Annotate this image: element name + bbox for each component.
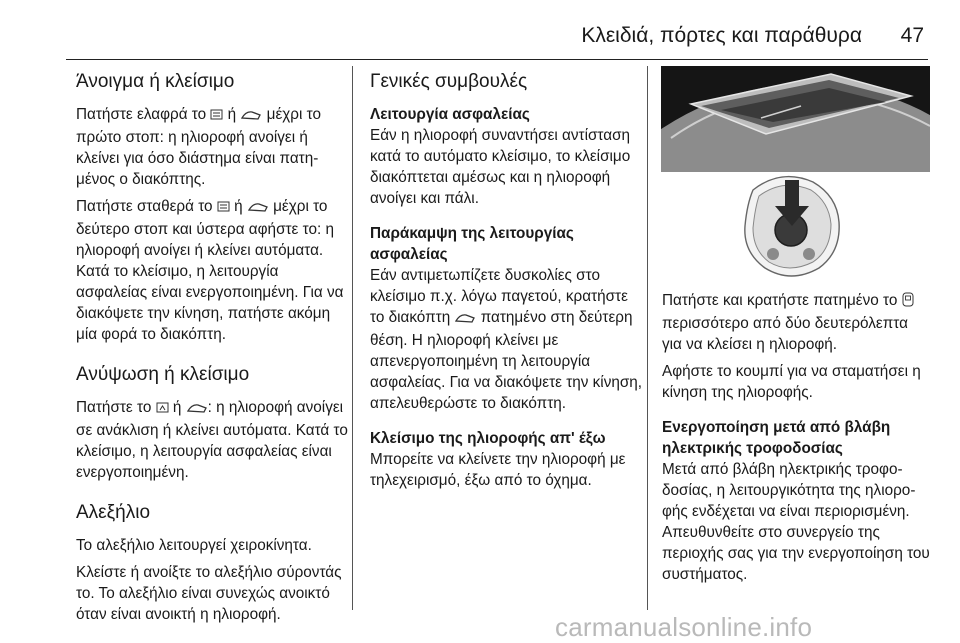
page-header (0, 0, 960, 62)
text: ή (227, 106, 237, 123)
sunroof-tilt-icon (454, 309, 476, 330)
subheading-safety-function: Λειτουργία ασφαλείας (370, 106, 530, 123)
paragraph (76, 397, 348, 483)
sunroof-tilt-icon (247, 198, 269, 219)
sunroof-raise-icon (156, 399, 169, 420)
sunroof-slide-icon (217, 198, 230, 219)
section-title-raise-close: Ανύψωση ή κλείσιμο (76, 364, 250, 385)
sunroof-tilt-icon (240, 106, 262, 127)
text: Εάν αντιμετωπίζετε δυσκολίες στο κλείσιμο π.χ. λόγω παγετού, κρατήστε το διακόπτη (370, 267, 628, 326)
sunroof-slide-icon (210, 106, 223, 127)
column-right (662, 290, 930, 591)
text: ή (234, 198, 243, 215)
column-left (76, 70, 348, 631)
subheading-activation-after-power-failure: Ενεργοποίηση μετά από βλάβη ηλεκτρικής τροφοδοσίας (662, 419, 891, 457)
text: Πατήστε σταθερά το (76, 198, 213, 215)
paragraph: Μετά από βλάβη ηλεκτρικής τροφοδοσίας, η λειτουργικότητα της ηλιοροφής ενδέχεται να είναι περιορισμένη. Απευθυνθείτε στο συνεργείο της περιοχής σας για την ενεργοποίηση του συστήματος. (662, 461, 930, 583)
chapter-title: Κλειδιά, πόρτες και παράθυρα (581, 24, 862, 47)
paragraph: Μπορείτε να κλείνετε την ηλιοροφή με τηλεχειρισμό, έξω από το όχημα. (370, 451, 626, 489)
paragraph (370, 265, 645, 414)
paragraph: Αφήστε το κουμπί για να σταματήσει η κίνηση της ηλιοροφής. (662, 363, 921, 401)
paragraph (76, 196, 348, 345)
text: περισσότερο από δύο δευτερόλεπτα για να κλείσει η ηλιοροφή. (662, 315, 908, 353)
header-divider (66, 59, 928, 60)
text: Πατήστε και κρατήστε πατημένο το (662, 292, 898, 309)
watermark: carmanualsonline.info (555, 612, 813, 642)
section-title-sunshade: Αλεξήλιο (76, 502, 151, 523)
text: μέχρι το δεύτερο στοπ και ύστερα αφήστε το: η ηλιοροφή ανοίγει ή κλείνει αυτόματα. Κατά το κλείσιμο, η λειτουργία ασφαλείας είναι ενεργοποιημένη. Για να διακόψετε την κίνηση, πατήστε ακόμη μία φορά το διακόπτη. (76, 198, 344, 343)
sunroof-tilt-icon (186, 399, 208, 420)
column-divider (647, 66, 648, 610)
paragraph: Εάν η ηλιοροφή συναντήσει αντίσταση κατά το αυτόματο κλείσιμο, το κλείσιμο διακόπτεται αμέσως και η ηλιοροφή ανοίγει και πάλι. (370, 127, 631, 207)
paragraph: Το αλεξήλιο λειτουργεί χειροκίνητα. (76, 537, 312, 554)
paragraph (76, 104, 348, 190)
subheading-close-from-outside: Κλείσιμο της ηλιοροφής απ' έξω (370, 430, 606, 447)
column-middle (370, 70, 645, 497)
key-sunroof-button-icon (902, 292, 914, 313)
text: ή (172, 399, 182, 416)
text: Πατήστε το (76, 399, 152, 416)
paragraph (662, 290, 930, 355)
page-number: 47 (900, 24, 924, 47)
text: μέχρι το πρώτο στοπ: η ηλιοροφή ανοίγει ή κλείνει για όσο διάστημα είναι πατημένος ο διακόπτης. (76, 106, 321, 188)
text: Πατήστε ελαφρά το (76, 106, 207, 123)
section-title-open-close: Άνοιγμα ή κλείσιμο (76, 71, 235, 92)
remote-key-illustration (661, 172, 930, 280)
section-title-general-tips: Γενικές συμβουλές (370, 71, 528, 92)
text: πατημένο στη δεύτερη θέση. Η ηλιοροφή κλείνει με απενεργοποιημένη τη λειτουργία ασφαλείας. Για να διακόψετε την κίνηση, απελευθερώστε το διακόπτη. (370, 309, 643, 412)
text: : η ηλιοροφή ανοίγει σε ανάκλιση ή κλείνει αυτόματα. Κατά το κλείσιμο, η λειτουργία ασφαλείας είναι ενεργοποιημένη. (76, 399, 348, 481)
subheading-override-safety: Παράκαμψη της λειτουργίας ασφαλείας (370, 225, 574, 263)
column-divider (352, 66, 353, 610)
paragraph: Κλείστε ή ανοίξτε το αλεξήλιο σύροντάς το. Το αλεξήλιο είναι συνεχώς ανοικτό όταν είναι ανοικτή η ηλιοροφή. (76, 564, 342, 623)
sunroof-illustration (661, 66, 930, 172)
